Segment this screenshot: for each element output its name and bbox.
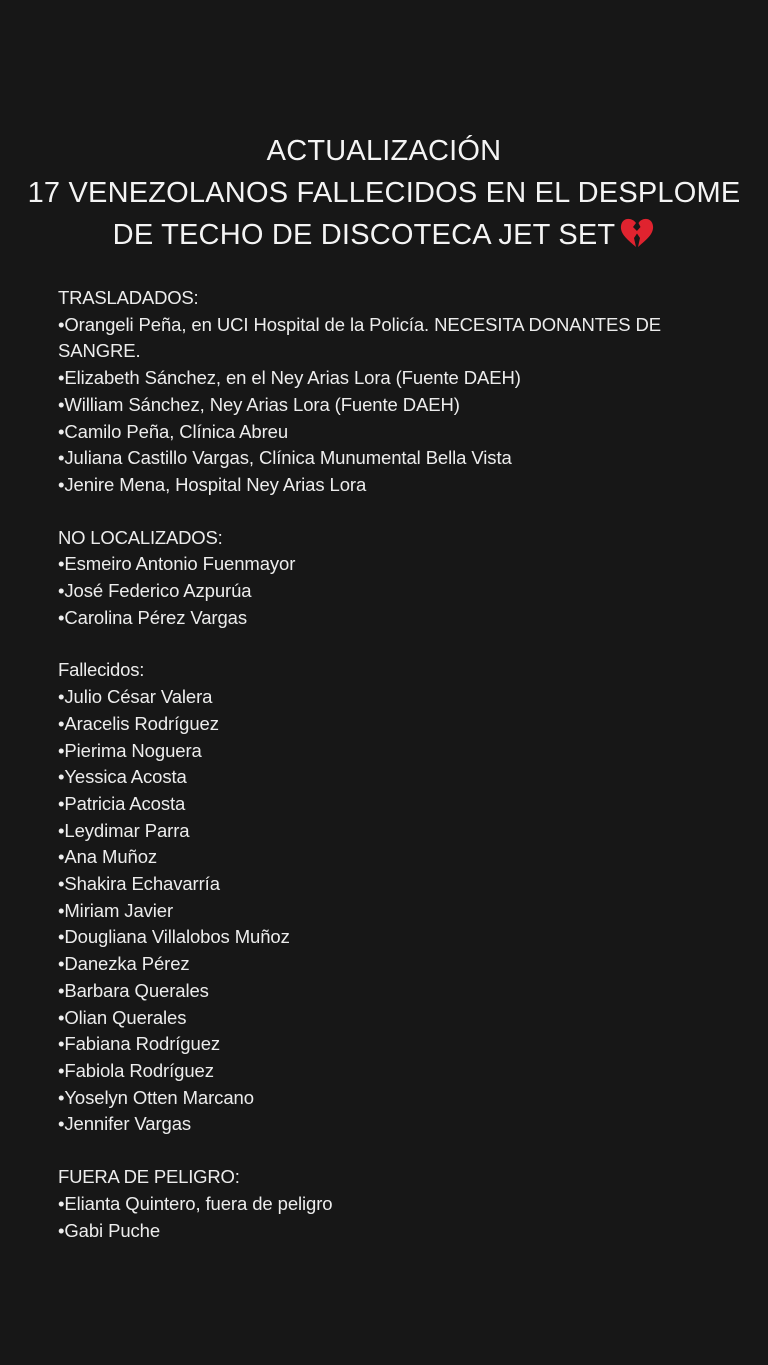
list-item: •Olian Querales <box>58 1006 187 1028</box>
list-item: •Carolina Pérez Vargas <box>58 606 248 628</box>
headline-line-2: 17 VENEZOLANOS FALLECIDOS EN EL DESPLOME <box>27 177 741 209</box>
list-item: •José Federico Azpurúa <box>58 580 252 602</box>
list-item: •Esmeiro Antonio Fuenmayor <box>58 553 296 575</box>
list-item: •Leydimar Parra <box>58 819 190 841</box>
section-fuera-de-peligro <box>58 1164 718 1244</box>
section-fallecidos <box>58 657 718 1138</box>
list-item: •Yessica Acosta <box>58 766 187 788</box>
section-title-fuera-de-peligro: FUERA DE PELIGRO: <box>58 1166 240 1188</box>
list-item: •Camilo Peña, Clínica Abreu <box>58 420 289 442</box>
list-item: •Jenire Mena, Hospital Ney Arias Lora <box>58 473 367 495</box>
list-item: •Gabi Puche <box>58 1219 161 1241</box>
list-fuera-de-peligro <box>58 1191 718 1244</box>
list-item: •Patricia Acosta <box>58 792 186 814</box>
section-no-localizados <box>58 525 718 632</box>
headline <box>0 130 768 256</box>
list-item: •Fabiola Rodríguez <box>58 1059 214 1081</box>
headline-line-1: ACTUALIZACIÓN <box>266 135 502 167</box>
broken-heart-icon <box>619 217 655 249</box>
list-item: •Yoselyn Otten Marcano <box>58 1086 254 1108</box>
section-title-fallecidos: Fallecidos: <box>58 659 145 681</box>
list-item: •Barbara Querales <box>58 979 209 1001</box>
list-item: •Julio César Valera <box>58 686 213 708</box>
list-item: •William Sánchez, Ney Arias Lora (Fuente DAEH) <box>58 393 460 415</box>
list-item: •Dougliana Villalobos Muñoz <box>58 926 290 948</box>
section-trasladados <box>58 285 718 499</box>
list-no-localizados <box>58 551 718 631</box>
list-fallecidos <box>58 684 718 1138</box>
list-item: •Aracelis Rodríguez <box>58 712 219 734</box>
list-item: •Jennifer Vargas <box>58 1113 192 1135</box>
list-item: •Juliana Castillo Vargas, Clínica Munumental Bella Vista <box>58 447 512 469</box>
list-item: SANGRE. <box>58 340 141 362</box>
list-item: •Shakira Echavarría <box>58 873 220 895</box>
headline-line-3: DE TECHO DE DISCOTECA JET SET <box>112 219 616 251</box>
list-item: •Orangeli Peña, en UCI Hospital de la Policía. NECESITA DONANTES DE <box>58 313 661 335</box>
list-item: •Elianta Quintero, fuera de peligro <box>58 1192 333 1214</box>
update-body <box>58 285 718 1270</box>
list-item: •Elizabeth Sánchez, en el Ney Arias Lora (Fuente DAEH) <box>58 367 521 389</box>
list-item: •Pierima Noguera <box>58 739 202 761</box>
list-trasladados <box>58 312 718 499</box>
list-item: •Fabiana Rodríguez <box>58 1033 221 1055</box>
section-title-trasladados: TRASLADADOS: <box>58 287 199 308</box>
section-title-no-localizados: NO LOCALIZADOS: <box>58 526 223 548</box>
list-item: •Miriam Javier <box>58 899 174 921</box>
headline-line-3-wrapper <box>0 214 768 256</box>
list-item: •Ana Muñoz <box>58 846 158 868</box>
list-item: •Danezka Pérez <box>58 953 190 975</box>
